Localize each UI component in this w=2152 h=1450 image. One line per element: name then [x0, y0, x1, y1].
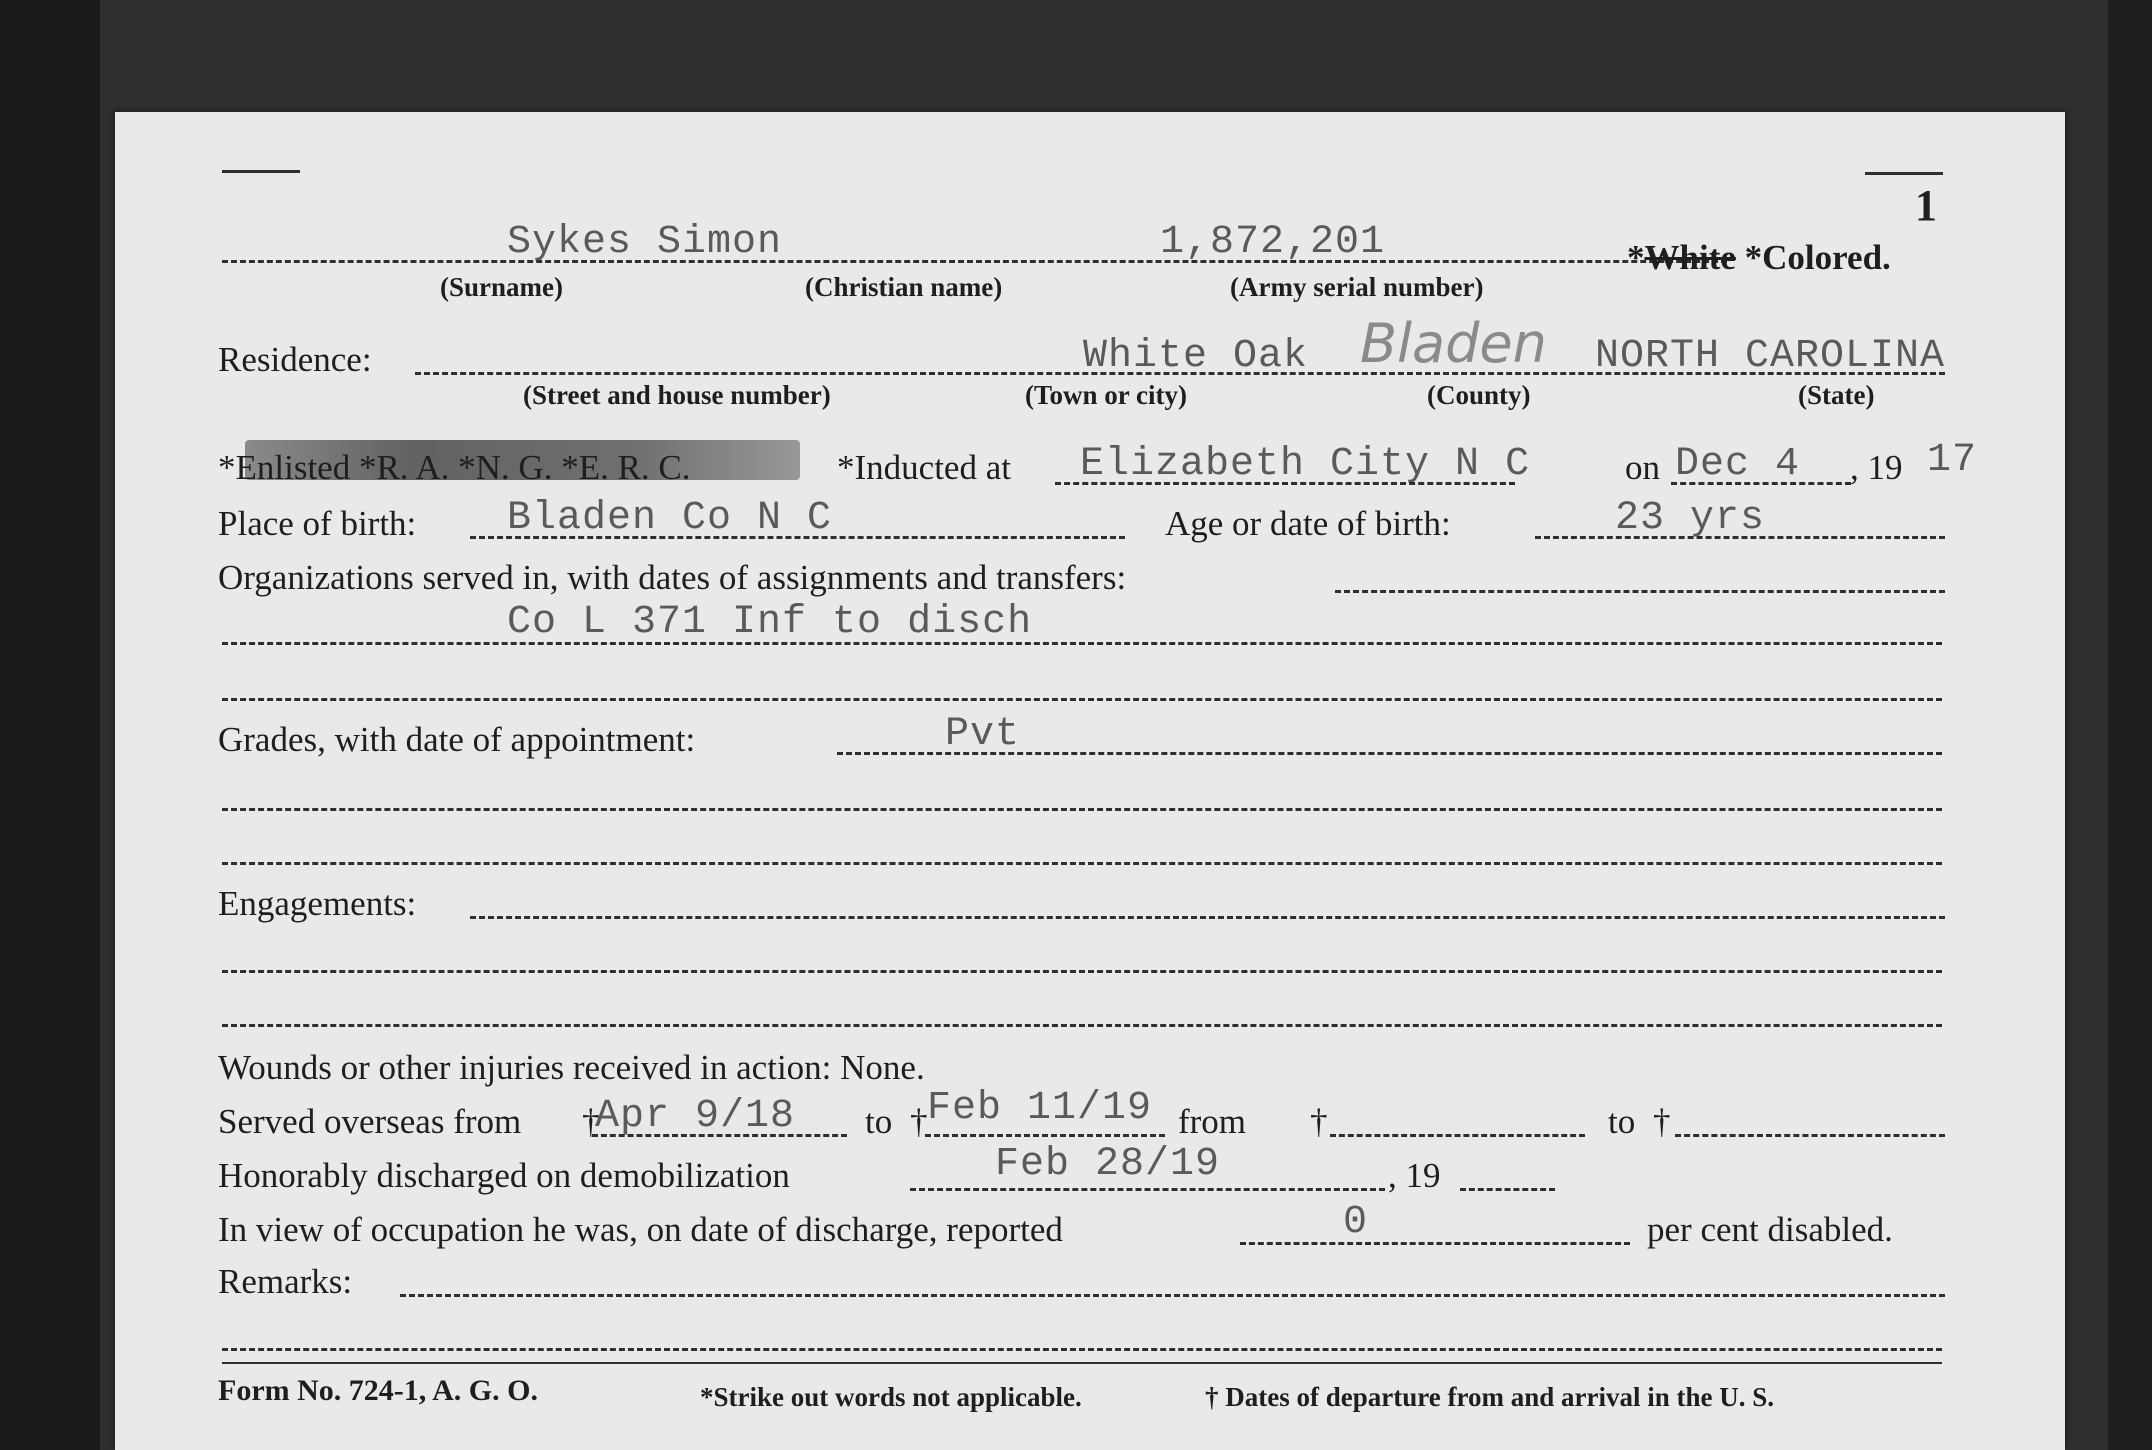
engagements-label: Engagements: — [218, 884, 417, 923]
wounds-value: None. — [840, 1048, 925, 1087]
discharge-label: Honorably discharged on demobilization — [218, 1156, 790, 1195]
service-record-card — [115, 112, 2065, 1450]
overseas-dagger-4: † — [1653, 1102, 1671, 1141]
star-1: * — [1627, 238, 1645, 277]
year-value: 17 — [1927, 438, 1978, 483]
background-right — [2108, 0, 2152, 1450]
enlisted-label: *Enlisted *R. A. *N. G. *E. R. C. — [218, 448, 691, 487]
surname-caption: (Surname) — [440, 272, 563, 302]
card-number: 1 — [1915, 181, 1937, 230]
grades-label: Grades, with date of appointment: — [218, 720, 696, 759]
state-caption: (State) — [1798, 380, 1875, 410]
christian-caption: (Christian name) — [805, 272, 1003, 302]
name-line — [222, 260, 1727, 263]
age-label: Age or date of birth: — [1165, 504, 1451, 543]
top-left-rule — [222, 170, 300, 173]
street-caption: (Street and house number) — [523, 380, 831, 410]
strike-note: *Strike out words not applicable. — [700, 1382, 1082, 1412]
form-number: Form No. 724-1, A. G. O. — [218, 1374, 538, 1407]
grades-line-2 — [222, 808, 1942, 811]
organizations-line-2 — [222, 642, 1942, 645]
organizations-line-1 — [1335, 590, 1945, 593]
colored-option: Colored. — [1762, 238, 1891, 277]
place-of-birth-label: Place of birth: — [218, 504, 417, 543]
serial-value: 1,872,201 — [1160, 220, 1386, 265]
serial-caption: (Army serial number) — [1230, 272, 1484, 302]
overseas-to2-line — [1675, 1134, 1945, 1137]
grades-value: Pvt — [945, 712, 1021, 757]
overseas-dagger-2: † — [910, 1102, 928, 1141]
date-line — [1671, 482, 1851, 485]
wounds-label: Wounds or other injuries received in action: — [218, 1048, 832, 1087]
inducted-value: Elizabeth City N C — [1080, 442, 1531, 487]
discharge-line — [910, 1188, 1385, 1191]
remarks-label: Remarks: — [218, 1262, 353, 1301]
background-left — [0, 0, 100, 1450]
town-value: White Oak — [1083, 334, 1309, 379]
discharge-year-line — [1460, 1188, 1555, 1191]
overseas-to-line — [925, 1134, 1165, 1137]
race-field — [1627, 238, 1891, 278]
overseas-from2-line — [1330, 1134, 1585, 1137]
overseas-from2-label: from — [1178, 1102, 1247, 1141]
induction-date: Dec 4 — [1675, 442, 1801, 487]
overseas-to-value: Feb 11/19 — [927, 1086, 1153, 1131]
town-caption: (Town or city) — [1025, 380, 1187, 410]
overseas-from-value: Apr 9/18 — [595, 1094, 796, 1139]
disability-label: In view of occupation he was, on date of discharge, reported — [218, 1210, 1063, 1249]
footer-rule — [222, 1362, 1942, 1364]
place-of-birth-value: Bladen Co N C — [507, 496, 833, 541]
grades-line-3 — [222, 862, 1942, 865]
remarks-line-2 — [222, 1348, 1942, 1351]
overseas-to-label: to — [865, 1102, 893, 1141]
grades-line-1 — [837, 752, 1942, 755]
residence-label: Residence: — [218, 340, 372, 379]
disability-suffix: per cent disabled. — [1647, 1210, 1893, 1249]
discharge-value: Feb 28/19 — [995, 1142, 1221, 1187]
organizations-line-3 — [222, 698, 1942, 701]
overseas-to2-label: to — [1608, 1102, 1636, 1141]
organizations-label: Organizations served in, with dates of assignments and transfers: — [218, 558, 1127, 597]
overseas-dagger-3: † — [1310, 1102, 1328, 1141]
county-value: Bladen — [1360, 312, 1547, 375]
wounds-field — [218, 1048, 925, 1088]
top-right-rule — [1865, 172, 1943, 175]
discharge-year-prefix: , 19 — [1388, 1156, 1441, 1195]
year-prefix: , 19 — [1850, 448, 1903, 487]
residence-line — [415, 372, 1945, 375]
state-value: NORTH CAROLINA — [1595, 334, 1946, 379]
remarks-line-1 — [400, 1294, 1945, 1297]
on-label: on — [1625, 448, 1660, 487]
overseas-from-line — [592, 1134, 847, 1137]
overseas-label: Served overseas from — [218, 1102, 522, 1141]
white-option: White — [1644, 238, 1736, 277]
surname-value: Sykes Simon — [507, 220, 783, 265]
age-value: 23 yrs — [1615, 496, 1766, 541]
birth-line — [470, 536, 1125, 539]
engagements-line-1 — [470, 916, 1945, 919]
disability-value: 0 — [1343, 1200, 1369, 1245]
engagements-line-2 — [222, 970, 1942, 973]
overseas-dagger-1: † — [582, 1102, 600, 1141]
inducted-label: *Inducted at — [837, 448, 1011, 487]
star-2: * — [1744, 238, 1763, 277]
organizations-value: Co L 371 Inf to disch — [507, 600, 1033, 645]
inducted-line — [1055, 482, 1515, 485]
county-caption: (County) — [1427, 380, 1531, 410]
engagements-line-3 — [222, 1024, 1942, 1027]
age-line — [1535, 536, 1945, 539]
disability-line — [1240, 1242, 1630, 1245]
dates-note: † Dates of departure from and arrival in the U. S. — [1205, 1382, 1774, 1412]
